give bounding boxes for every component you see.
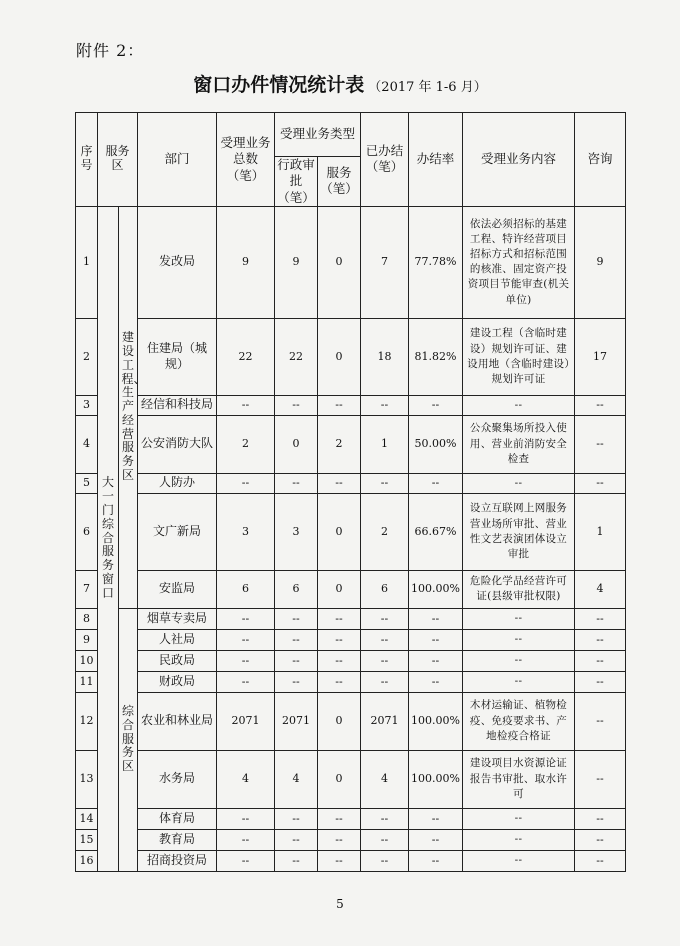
title-main: 窗口办件情况统计表	[193, 74, 365, 96]
table-row	[76, 650, 626, 671]
attachment-label: 附件 2：	[76, 41, 145, 60]
cell-admin: --	[275, 829, 318, 850]
cell-admin: 6	[275, 570, 318, 608]
cell-dept: 发改局	[138, 206, 217, 318]
cell-no: 12	[76, 692, 98, 750]
cell-no: 6	[76, 493, 98, 570]
cell-total: --	[217, 473, 275, 493]
cell-dept: 农业和林业局	[138, 692, 217, 750]
area-construction: 建设工程、生产经营服务区	[119, 206, 138, 608]
cell-dept: 人防办	[138, 473, 217, 493]
cell-rate: --	[409, 829, 463, 850]
cell-content: 木材运输证、植物检疫、免疫要求书、产地检疫合格证	[463, 692, 575, 750]
cell-no: 1	[76, 206, 98, 318]
cell-consult: --	[575, 808, 626, 829]
cell-rate: --	[409, 629, 463, 650]
cell-total: 4	[217, 750, 275, 808]
cell-content: --	[463, 608, 575, 629]
cell-total: --	[217, 829, 275, 850]
cell-dept: 招商投资局	[138, 850, 217, 871]
cell-content: 建设项目水资源论证报告书审批、取水许可	[463, 750, 575, 808]
cell-consult: --	[575, 415, 626, 473]
cell-rate: --	[409, 473, 463, 493]
cell-total: --	[217, 608, 275, 629]
table-row	[76, 473, 626, 493]
cell-total: 3	[217, 493, 275, 570]
cell-no: 10	[76, 650, 98, 671]
cell-total: --	[217, 850, 275, 871]
cell-total: --	[217, 395, 275, 415]
table-row	[76, 750, 626, 808]
cell-done: 7	[361, 206, 409, 318]
cell-done: 2	[361, 493, 409, 570]
cell-consult: 17	[575, 318, 626, 395]
cell-total: --	[217, 650, 275, 671]
cell-admin: --	[275, 473, 318, 493]
cell-no: 4	[76, 415, 98, 473]
cell-no: 14	[76, 808, 98, 829]
cell-rate: 81.82%	[409, 318, 463, 395]
cell-consult: --	[575, 473, 626, 493]
table-row	[76, 608, 626, 629]
header-total: 受理业务总数（笔）	[217, 113, 275, 207]
cell-done: --	[361, 608, 409, 629]
cell-rate: 100.00%	[409, 750, 463, 808]
header-service: 服务（笔）	[318, 157, 361, 207]
cell-consult: 4	[575, 570, 626, 608]
cell-service: 2	[318, 415, 361, 473]
cell-dept: 公安消防大队	[138, 415, 217, 473]
table-row	[76, 570, 626, 608]
cell-admin: --	[275, 608, 318, 629]
cell-dept: 人社局	[138, 629, 217, 650]
table-row	[76, 629, 626, 650]
cell-no: 15	[76, 829, 98, 850]
cell-consult: --	[575, 850, 626, 871]
cell-admin: --	[275, 850, 318, 871]
cell-content: 设立互联网上网服务营业场所审批、营业性文艺表演团体设立审批	[463, 493, 575, 570]
cell-consult: --	[575, 750, 626, 808]
cell-consult: 1	[575, 493, 626, 570]
cell-content: --	[463, 850, 575, 871]
cell-no: 16	[76, 850, 98, 871]
header-area: 服务区	[98, 113, 138, 207]
cell-no: 2	[76, 318, 98, 395]
cell-done: 1	[361, 415, 409, 473]
cell-service: --	[318, 629, 361, 650]
table-row	[76, 395, 626, 415]
header-row	[76, 113, 626, 157]
cell-done: --	[361, 808, 409, 829]
cell-service: --	[318, 650, 361, 671]
cell-service: 0	[318, 750, 361, 808]
cell-admin: --	[275, 650, 318, 671]
cell-service: --	[318, 808, 361, 829]
table-row	[76, 808, 626, 829]
cell-dept: 教育局	[138, 829, 217, 850]
table-row	[76, 671, 626, 692]
cell-content: --	[463, 650, 575, 671]
cell-total: 6	[217, 570, 275, 608]
table-row	[76, 829, 626, 850]
header-consult: 咨询	[575, 113, 626, 207]
cell-service: 0	[318, 318, 361, 395]
cell-consult: --	[575, 629, 626, 650]
cell-consult: --	[575, 692, 626, 750]
cell-content: --	[463, 671, 575, 692]
cell-total: 2071	[217, 692, 275, 750]
cell-service: 0	[318, 570, 361, 608]
cell-content: 危险化学品经营许可证(县级审批权限)	[463, 570, 575, 608]
cell-total: 22	[217, 318, 275, 395]
cell-service: --	[318, 395, 361, 415]
cell-service: 0	[318, 692, 361, 750]
cell-total: --	[217, 671, 275, 692]
statistics-table	[75, 112, 626, 872]
area-main: 大一门综合服务窗口	[98, 206, 119, 871]
cell-done: --	[361, 650, 409, 671]
cell-no: 5	[76, 473, 98, 493]
cell-rate: 50.00%	[409, 415, 463, 473]
cell-service: 0	[318, 206, 361, 318]
table-row	[76, 206, 626, 318]
cell-consult: --	[575, 829, 626, 850]
cell-admin: 2071	[275, 692, 318, 750]
cell-rate: --	[409, 850, 463, 871]
cell-admin: --	[275, 808, 318, 829]
cell-consult: 9	[575, 206, 626, 318]
cell-done: --	[361, 629, 409, 650]
cell-rate: --	[409, 608, 463, 629]
table-row	[76, 415, 626, 473]
header-rate: 办结率	[409, 113, 463, 207]
cell-content: --	[463, 395, 575, 415]
cell-rate: --	[409, 650, 463, 671]
header-admin: 行政审批（笔）	[275, 157, 318, 207]
cell-rate: --	[409, 808, 463, 829]
cell-total: --	[217, 808, 275, 829]
table-row	[76, 850, 626, 871]
cell-service: --	[318, 829, 361, 850]
cell-content: --	[463, 829, 575, 850]
table-row	[76, 692, 626, 750]
cell-service: --	[318, 608, 361, 629]
header-type-group: 受理业务类型	[275, 113, 361, 157]
cell-service: 0	[318, 493, 361, 570]
header-content: 受理业务内容	[463, 113, 575, 207]
cell-consult: --	[575, 395, 626, 415]
header-no: 序号	[76, 113, 98, 207]
cell-done: --	[361, 829, 409, 850]
cell-no: 11	[76, 671, 98, 692]
cell-done: --	[361, 850, 409, 871]
cell-done: 4	[361, 750, 409, 808]
area-general: 综合服务区	[119, 608, 138, 871]
cell-dept: 安监局	[138, 570, 217, 608]
title-period: （2017 年 1-6 月）	[368, 80, 487, 95]
cell-rate: --	[409, 671, 463, 692]
cell-total: --	[217, 629, 275, 650]
cell-consult: --	[575, 608, 626, 629]
cell-total: 9	[217, 206, 275, 318]
cell-content: 依法必须招标的基建工程、特许经营项目招标方式和招标范围的核准、固定资产投资项目节能审查(机关单位)	[463, 206, 575, 318]
cell-done: 6	[361, 570, 409, 608]
cell-dept: 民政局	[138, 650, 217, 671]
cell-admin: --	[275, 671, 318, 692]
cell-total: 2	[217, 415, 275, 473]
cell-rate: --	[409, 395, 463, 415]
table-row	[76, 493, 626, 570]
cell-content: --	[463, 473, 575, 493]
cell-admin: 0	[275, 415, 318, 473]
cell-done: --	[361, 671, 409, 692]
cell-rate: 66.67%	[409, 493, 463, 570]
cell-admin: 3	[275, 493, 318, 570]
cell-rate: 100.00%	[409, 692, 463, 750]
cell-content: 公众聚集场所投入使用、营业前消防安全检查	[463, 415, 575, 473]
cell-admin: --	[275, 629, 318, 650]
cell-done: 2071	[361, 692, 409, 750]
cell-dept: 文广新局	[138, 493, 217, 570]
cell-service: --	[318, 473, 361, 493]
cell-dept: 住建局（城规）	[138, 318, 217, 395]
cell-admin: 22	[275, 318, 318, 395]
cell-rate: 100.00%	[409, 570, 463, 608]
cell-dept: 水务局	[138, 750, 217, 808]
cell-consult: --	[575, 650, 626, 671]
cell-dept: 体育局	[138, 808, 217, 829]
cell-admin: 9	[275, 206, 318, 318]
cell-rate: 77.78%	[409, 206, 463, 318]
header-done: 已办结（笔）	[361, 113, 409, 207]
cell-no: 8	[76, 608, 98, 629]
cell-admin: --	[275, 395, 318, 415]
cell-admin: 4	[275, 750, 318, 808]
cell-dept: 财政局	[138, 671, 217, 692]
cell-no: 9	[76, 629, 98, 650]
cell-dept: 经信和科技局	[138, 395, 217, 415]
cell-done: --	[361, 473, 409, 493]
cell-done: --	[361, 395, 409, 415]
table-row	[76, 318, 626, 395]
cell-consult: --	[575, 671, 626, 692]
page-title	[0, 70, 680, 97]
cell-content: --	[463, 808, 575, 829]
cell-done: 18	[361, 318, 409, 395]
cell-no: 13	[76, 750, 98, 808]
page-number: 5	[336, 897, 344, 911]
cell-dept: 烟草专卖局	[138, 608, 217, 629]
cell-no: 7	[76, 570, 98, 608]
cell-service: --	[318, 671, 361, 692]
cell-content: 建设工程（含临时建设）规划许可证、建设用地（含临时建设）规划许可证	[463, 318, 575, 395]
cell-no: 3	[76, 395, 98, 415]
cell-service: --	[318, 850, 361, 871]
cell-content: --	[463, 629, 575, 650]
header-dept: 部门	[138, 113, 217, 207]
